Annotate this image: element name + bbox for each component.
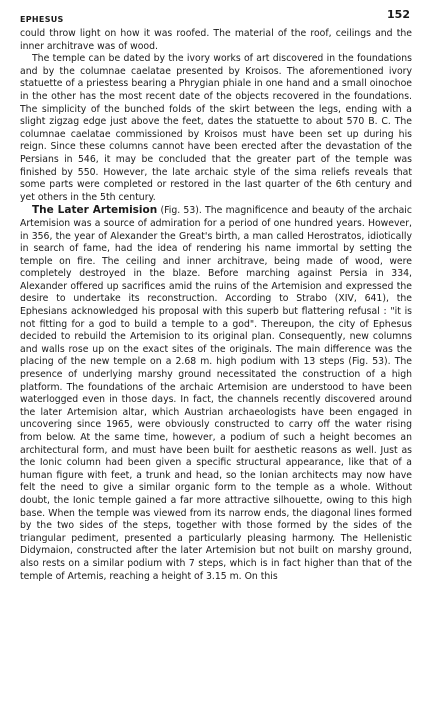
section-title: The Later Artemision — [32, 204, 158, 217]
document-page — [20, 6, 412, 700]
body-text — [20, 28, 412, 583]
paragraph-text: The temple can be dated by the ivory works of art discovered in the foundations and by the columnae caelatae presented by Kroisos. The aforementioned ivory statuette of a priestess bearing a Phrygian phiale in one hand and a small oinochoe in the other has the most recent date of the objects recovered in the foundations. The simplicity of the bunched folds of the skirt between the legs, ending with a slight zigzag edge just above the feet, dates the statuette to about 570 B. C. The columnae caelatae commissioned by Kroisos must have been set up during his reign. Since these columns cannot have been erected after the devastation of the Persians in 546, it may be concluded that the greater part of the temple was finished by 550. However, the late archaic style of the sima reliefs reveals that some parts were completed or restored in the last quarter of the 6th century and yet others in the 5th century. — [20, 53, 412, 203]
paragraph-later-artemision — [20, 204, 412, 583]
page-number: 152 — [387, 8, 410, 21]
running-head: EPHESUS — [20, 15, 64, 24]
paragraph-dating — [20, 53, 412, 204]
paragraph-text: could throw light on how it was roofed. The material of the roof, ceilings and the inner architrave was of wood. — [20, 28, 412, 52]
paragraph-continuation — [20, 28, 412, 53]
page-header — [20, 6, 412, 28]
paragraph-text: (Fig. 53). The magnificence and beauty of the archaic Artemision was a source of admiration for a period of one hundred years. However, in 356, the year of Alexander the Great's birth, a man called Herostratos, idiotically in search of fame, had the idea of rendering his name immortal by setting the temple on fire. The ceiling and inner architrave, being made of wood, were completely destroyed in the blaze. Before marching against Persia in 334, Alexander offered up sacrifices amid the ruins of the Artemision and expressed the desire to undertake its reconstruction. According to Strabo (XIV, 641), the Ephesians acknowledged his proposal with this superb but flattering refusal : "it is not fitting for a god to build a temple to a god". Thereupon, the city of Ephesus decided to rebuild the Artemision to its original plan. Consequently, new columns and walls rose up on the exact sites of the originals. The main difference was the placing of the new temple on a 2.68 m. high podium with 13 steps (Fig. 53). The presence of underlying marshy ground necessitated the construction of a high platform. The foundations of the archaic Artemision are understood to have been waterlogged even in those days. In fact, the channels recently discovered around the later Artemision altar, which Austrian archaeologists have been engaged in uncovering since 1965, were obviously constructed to carry off the water rising from below. At the same time, however, a podium of such a height becomes an architectural form, and must have been built for aesthetic reasons as well. Just as the Ionic column had been given a specific structural appearance, like that of a human figure with feet, a trunk and head, so the Ionian architects may now have felt the need to give a similar organic form to the temple as a whole. Without doubt, the Ionic temple gained a far more attractive silhouette, owing to this high base. When the temple was viewed from its narrow ends, the diagonal lines formed by the two sides of the steps, together with those formed by the sides of the triangular pediment, presented a particularly pleasing harmony. The Hellenistic Didymaion, constructed after the later Artemision but not built on marshy ground, also rests on a similar podium with 7 steps, which is in fact higher than that of the temple of Artemis, reaching a height of 3.15 m. On this — [20, 205, 412, 582]
